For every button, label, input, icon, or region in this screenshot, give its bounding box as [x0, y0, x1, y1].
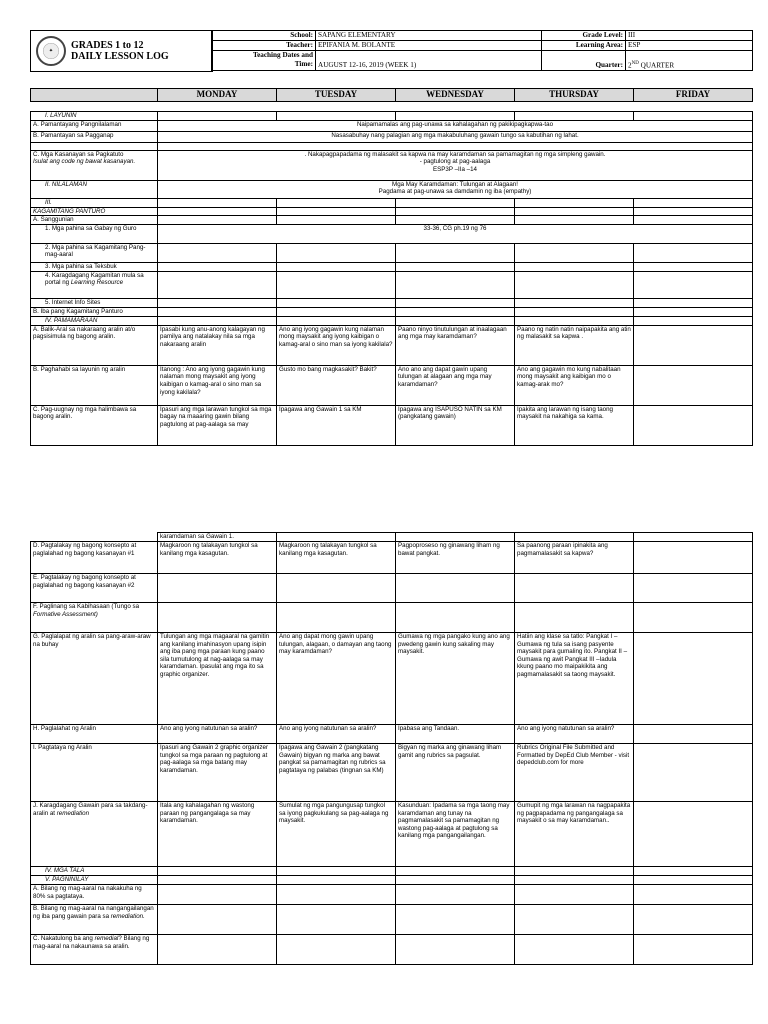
- ref-3-label: 3. Mga pahina sa Teksbuk: [31, 262, 158, 271]
- lesson-table-page1: [30, 88, 752, 446]
- refC-text2: ? Bilang ng mag-aaral na nakaunawa sa aralin.: [33, 935, 150, 950]
- row-a-label: A. Pamantayang Pangnilalaman: [31, 120, 158, 131]
- row-pagtalakay2-label: E. Pagtalakay ng bagong konsepto at paglalahad ng bagong kasanayan #2: [31, 574, 158, 603]
- ref-4-italic: Learning Resource: [70, 279, 124, 287]
- table-row: [31, 365, 753, 405]
- row-paguugnay-label: C. Pag-uugnay ng mga halimbawa sa bagong aralin.: [31, 405, 158, 445]
- row-karagdagan-wed: Kasunduan: Ipadama sa mga taong may karamdaman ang tunay na pagmamalasakit sa pamamagitan ng wastong pag-aalaga at pagtulong sa kanilang mga pangangailangan.: [396, 802, 515, 867]
- nil-text-2: Pagdama at pag-unawa sa damdamin ng iba (empathy): [378, 188, 532, 196]
- row-paglalapat-thu: Hatiin ang klase sa tatlo: Pangkat I –Gumawa ng tula sa isang pasyente maysakit para gumaling ito. Pangkat II –Gumawa ng awit Pangkat III –Iadula kkung paano mo maipakikita ang pagmamalasakit sa taong maysakit.: [515, 633, 634, 725]
- form-title-line2: DAILY LESSON LOG: [71, 51, 169, 62]
- row-paglalahat-label: H. Paglalahat ng Aralin: [31, 725, 158, 744]
- refC-italic: remedial: [94, 935, 119, 942]
- paglinang-text: F. Paglinang sa Kabihasaan (Tungo sa: [33, 603, 140, 610]
- day-tuesday: TUESDAY: [277, 89, 396, 102]
- row-karagdagan-tue: Sumulat ng mga pangungusap tungkol sa iyong pagkukulang sa pag-aalaga ng maysakit.: [277, 802, 396, 867]
- c-text-2: - pagtulong at pag-aalaga: [419, 158, 491, 166]
- teacher-label: Teacher:: [212, 41, 316, 51]
- quarter-num: 2: [628, 61, 632, 69]
- paglinang-italic: Formative Assessment): [33, 610, 98, 618]
- form-title-line1: GRADES 1 to 12: [71, 40, 144, 51]
- blank-corner: [31, 89, 158, 102]
- day-wednesday: WEDNESDAY: [396, 89, 515, 102]
- row-pagtataya-tue: Ipagawa ang Gawain 2 (pangkatang Gawain) bigyan ng marka ang bawat pangkat sa pamamagitan ng rubrics sa pagtataya ng palabas (tingnan sa KM): [277, 744, 396, 802]
- karagdagan-text: J. Karagdagang Gawain para sa takdang-aralin at: [33, 802, 148, 817]
- sanggunian: A. Sanggunian: [31, 216, 158, 225]
- row-balik-aral-wed: Paano ninyo tinutulungan at inaalagaan ang mga may karamdaman?: [396, 325, 515, 365]
- header-info: [211, 30, 752, 71]
- ref-1-value: 33-36, CG ph.19 ng 76: [158, 224, 753, 243]
- row-paglinang-label: [31, 603, 158, 633]
- row-pagtalakay1-wed: Pagpoproseso ng ginawang liham ng bawat pangkat.: [396, 542, 515, 574]
- row-paglalahat-tue: Ano ang iyong natutunan sa aralin?: [277, 725, 396, 744]
- continued-text: karamdaman sa Gawain 1.: [158, 533, 277, 542]
- table-row: [31, 744, 753, 802]
- refB-italic: remediation.: [110, 912, 145, 920]
- quarter-label: Quarter:: [542, 51, 626, 71]
- row-a-text: Naipamamalas ang pag-unawa sa kahalagahan ng pakikipagkapwa-tao: [158, 120, 753, 131]
- ref-1-label: 1. Mga pahina sa Gabay ng Guro: [31, 224, 158, 243]
- reflection-a-label: A. Bilang ng mag-aaral na nakakuha ng 80% sa pagtataya.: [31, 885, 158, 905]
- table-row: [31, 542, 753, 574]
- row-c-title: C. Mga Kasanayan sa Pagkatuto: [33, 150, 124, 158]
- row-pagtataya-wed: Bigyan ng marka ang ginawang liham gamit ang rubrics sa pagsulat.: [396, 744, 515, 802]
- section-layunin: I. LAYUNIN: [31, 112, 158, 121]
- table-row: [31, 633, 753, 725]
- deped-seal-icon: ✦: [36, 36, 66, 66]
- quarter-value: [626, 51, 753, 71]
- c-text-3: ESP3P –IIa –14: [433, 165, 477, 173]
- dates-label-1: Teaching Dates and: [252, 51, 313, 59]
- section-kagamitan: KAGAMITANG PANTURO: [31, 207, 158, 216]
- dates-label-2: Time:: [294, 60, 313, 68]
- row-paghahabi-wed: Ano ano ang dapat gawin upang tulungan at alagaan ang mga may karamdaman?: [396, 365, 515, 405]
- row-c-sub: Isulat ang code ng bawat kasanayan.: [33, 158, 136, 166]
- row-c-label: [31, 150, 158, 180]
- table-row: [31, 325, 753, 365]
- c-text-1: . Nakapagpapadama ng malasakit sa kapwa na may karamdaman sa pamamagitan ng mga simpleng gawain.: [304, 150, 606, 158]
- row-karagdagan-mon: Itala ang kahalagahan ng wastong paraan ng pangangalaga sa may karamdaman.: [158, 802, 277, 867]
- school-label: School:: [212, 31, 316, 41]
- section-pamamaraan: IV. PAMAMARAAN: [31, 316, 158, 325]
- ref-4-label: [31, 271, 158, 298]
- row-pagtataya-mon: Ipasuri ang Gawain 2 graphic organizer tungkol sa mga paraan ng pagtulong at pag-aalaga sa mga batang may karamdaman.: [158, 744, 277, 802]
- section-mga-tala: IV. MGA TALA: [31, 867, 158, 876]
- reflection-b-label: [31, 905, 158, 935]
- day-monday: MONDAY: [158, 89, 277, 102]
- ref-5-label: 5. Internet Info Sites: [31, 298, 158, 307]
- quarter-text: QUARTER: [638, 61, 675, 69]
- grade-label: Grade Level:: [542, 31, 626, 41]
- dates-label: [212, 51, 316, 71]
- row-karagdagan-thu: Gumupit ng mga larawan na nagpapakita ng pagpapadama ng pangangalaga sa maysakit o sa may karamdaman..: [515, 802, 634, 867]
- row-paghahabi-tue: Gusto mo bang magkasakit? Bakit?: [277, 365, 396, 405]
- days-header-row: [31, 89, 753, 102]
- lesson-table-page2: [30, 532, 752, 965]
- dates-value: AUGUST 12-16, 2019 (WEEK 1): [316, 51, 542, 71]
- nilalaman-text: [158, 180, 753, 198]
- table-row: [31, 802, 753, 867]
- refB-text: B. Bilang ng mag-aaral na nangangailangan ng iba pang gawain para sa: [33, 905, 154, 920]
- row-pagtalakay1-mon: Magkaroon ng talakayan tungkol sa kanilang mga kasagutan.: [158, 542, 277, 574]
- row-paglalapat-mon: Tulungan ang mga magaaral na gamitin ang kanilang imahinasyon upang isipin ang iba pang mga paraan kung paano sila tumutulong at nag-aalaga sa may karamdaman. Ipasulat ang mga ito sa graphic organizer.: [158, 633, 277, 725]
- quarter-sup: ND: [631, 60, 639, 66]
- day-thursday: THURSDAY: [515, 89, 634, 102]
- row-paguugnay-thu: Ipakita ang larawan ng isang taong maysakit na nakahiga sa kama.: [515, 405, 634, 445]
- row-balik-aral-mon: Ipasabi kung anu-anong kalagayan ng pamilya ang natalakay nila sa mga nakaraang aralin: [158, 325, 277, 365]
- ref-2-label: 2. Mga pahina sa Kagamitang Pang-mag-aaral: [31, 243, 158, 262]
- iba-pang-kagamitan: B. Iba pang Kagamitang Panturo: [31, 307, 158, 316]
- row-c-text: [158, 150, 753, 180]
- table-row: [31, 885, 753, 905]
- section-nilalaman: II. NILALAMAN: [31, 180, 158, 198]
- row-balik-aral-tue: Ano ang iyong gagawin kung nalaman mong maysakit ang iyong kaibigan o kamag-aral o sino man sa iyong kakilala?: [277, 325, 396, 365]
- logo-box: [30, 30, 213, 72]
- row-pagtataya-thu: Rubrics Original File Submitted and Formatted by DepEd Club Member - visit depedclub.com for more: [515, 744, 634, 802]
- section-pagninilay: V. PAGNINILAY: [31, 876, 158, 885]
- row-paglalapat-label: G. Paglalapat ng aralin sa pang-araw-araw na buhay: [31, 633, 158, 725]
- row-pagtalakay1-tue: Magkaroon ng talakayan tungkol sa kanilang mga kasagutan.: [277, 542, 396, 574]
- row-pagtalakay1-thu: Sa paanong paraan ipinakita ang pagmamalasakit sa kapwa?: [515, 542, 634, 574]
- ref-4-text: 4. Karagdagang Kagamitan mula sa portal ng: [45, 271, 144, 287]
- table-row: [31, 725, 753, 744]
- row-paghahabi-mon: Itanong : Ano ang iyong gagawin kung nalaman mong maysakit ang iyong kaibigan o kamag-aral o sino man sa iyong kakilala?: [158, 365, 277, 405]
- row-paglalahat-wed: Ipabasa ang Tandaan.: [396, 725, 515, 744]
- section-iii: III.: [31, 198, 158, 207]
- row-karagdagan-label: [31, 802, 158, 867]
- area-value: ESP: [626, 41, 753, 51]
- table-row: [31, 405, 753, 445]
- table-row: [31, 935, 753, 965]
- table-row: [31, 574, 753, 603]
- nil-text-1: Mga May Karamdaman: Tulungan at Alagaan!: [392, 180, 518, 188]
- row-pagtataya-label: I. Pagtataya ng Aralin: [31, 744, 158, 802]
- reflection-c-label: [31, 935, 158, 965]
- row-pagtalakay1-label: D. Pagtalakay ng bagong konsepto at paglalahad ng bagong kasanayan #1: [31, 542, 158, 574]
- teacher-value: EPIFANIA M. BOLANTE: [316, 41, 542, 51]
- row-paguugnay-tue: Ipagawa ang Gawain 1 sa KM: [277, 405, 396, 445]
- table-row: [31, 905, 753, 935]
- area-label: Learning Area:: [542, 41, 626, 51]
- row-paghahabi-thu: Ano ang gagawin mo kung nabalitaan mong maysakit ang kaibigan mo o kamag-arak mo?: [515, 365, 634, 405]
- row-paglalahat-mon: Ano ang iyong natutunan sa aralin?: [158, 725, 277, 744]
- day-friday: FRIDAY: [634, 89, 753, 102]
- row-paguugnay-mon: Ipasuri ang mga larawan tungkol sa mga bagay na maaaring gawin bilang pagtulong at pag-aalaga sa may: [158, 405, 277, 445]
- row-paglalapat-tue: Ano ang dapat mong gawin upang tulungan, alagaan, o damayan ang taong may karamdaman?: [277, 633, 396, 725]
- row-paglalapat-wed: Gumawa ng mga pangako kung ano ang pwedeng gawin kung sakaling may maysakit.: [396, 633, 515, 725]
- row-balik-aral-label: A. Balik-Aral sa nakaraang aralin at/o pagsisimula ng bagong aralin.: [31, 325, 158, 365]
- row-paguugnay-wed: Ipagawa ang ISAPUSO NATIN sa KM (pangkatang gawain): [396, 405, 515, 445]
- grade-value: III: [626, 31, 753, 41]
- karagdagan-italic: remediation: [56, 809, 90, 817]
- refC-text1: C. Nakatulong ba ang: [33, 935, 95, 942]
- row-b-label: B. Pamantayan sa Pagganap: [31, 131, 158, 142]
- row-b-text: Nasasabuhay nang palagian ang mga makabuluhang gawain tungo sa kabutihan ng lahat.: [158, 131, 753, 142]
- row-paghahabi-label: B. Paghahabi sa layunin ng aralin: [31, 365, 158, 405]
- row-balik-aral-thu: Paano ng natin natin naipapakita ang atin ng malasakit sa kapwa .: [515, 325, 634, 365]
- school-value: SAPANG ELEMENTARY: [316, 31, 542, 41]
- table-row: [31, 603, 753, 633]
- row-paglalahat-thu: Ano ang iyong natutunan sa aralin?: [515, 725, 634, 744]
